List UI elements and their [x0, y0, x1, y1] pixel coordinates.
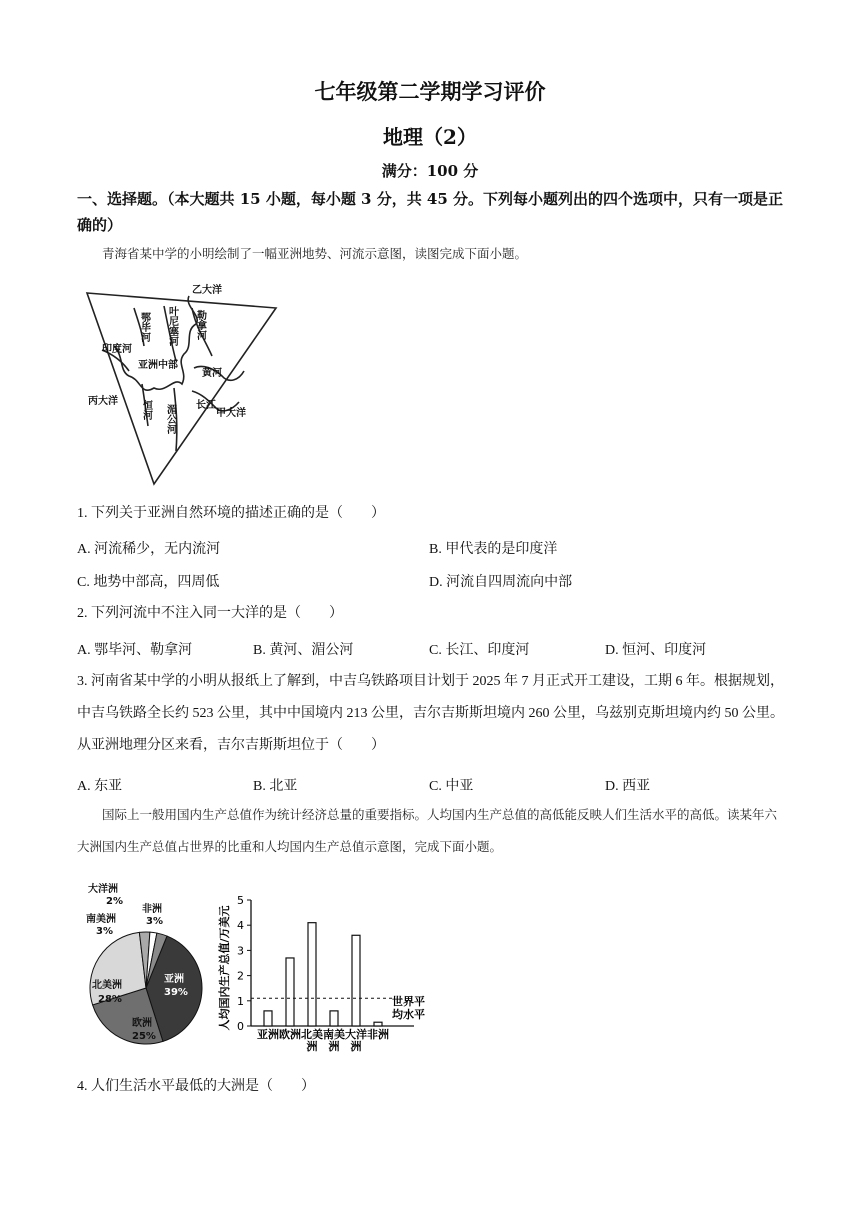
x-label-1-0: 欧洲	[279, 1028, 301, 1041]
pie-value-south-america: 3%	[96, 926, 113, 937]
label-ob: 鄂毕河	[138, 312, 150, 342]
bar-1	[286, 958, 294, 1026]
q2-option-d[interactable]: D. 恒河、印度河	[605, 643, 707, 658]
world-average-label-line1: 世界平	[392, 995, 425, 1008]
bar-4	[352, 935, 360, 1026]
q2-option-c[interactable]: C. 长江、印度河	[429, 643, 530, 658]
pie-value-oceania: 2%	[106, 896, 123, 907]
exam-subject: 地理（2）	[383, 125, 477, 149]
question-1-stem: 1. 下列关于亚洲自然环境的描述正确的是（ ）	[77, 506, 385, 521]
x-label-5-0: 非洲	[367, 1028, 389, 1041]
q1-option-a[interactable]: A. 河流稀少，无内流河	[77, 542, 221, 557]
pie-value-asia: 39%	[164, 987, 188, 998]
gdp-share-pie-chart	[84, 878, 214, 1058]
label-yellow: 黄河	[202, 368, 222, 379]
label-mekong: 湄公河	[164, 404, 176, 434]
q1-option-c[interactable]: C. 地势中部高，四周低	[77, 575, 220, 590]
pie-label-asia: 亚洲	[164, 974, 184, 985]
x-label-4-1: 洲	[350, 1040, 362, 1053]
question-2-stem: 2. 下列河流中不注入同一大洋的是（ ）	[77, 606, 343, 621]
q3-option-c[interactable]: C. 中亚	[429, 779, 474, 794]
q3-option-a[interactable]: A. 东亚	[77, 779, 123, 794]
label-lena: 勒拿河	[194, 310, 206, 340]
y-axis-label: 人均国内生产总值/万美元	[218, 905, 231, 1031]
section-heading: 一、选择题。（本大题共 15 小题，每小题 3 分，共 45 分。下列每小题列出的四个选项中，只有一项是正确的）	[77, 190, 784, 234]
exam-title: 七年级第二学期学习评价	[314, 79, 546, 104]
pie-value-north-america: 28%	[98, 994, 122, 1005]
y-tick-label-0: 0	[237, 1020, 244, 1033]
label-yangtze: 长江	[196, 400, 216, 411]
y-tick-label-2: 2	[237, 969, 244, 983]
q2-option-b[interactable]: B. 黄河、湄公河	[253, 643, 354, 658]
bar-0	[264, 1011, 272, 1026]
q1-option-b[interactable]: B. 甲代表的是印度洋	[429, 542, 558, 557]
pie-label-europe: 欧洲	[132, 1018, 152, 1029]
x-label-3-1: 洲	[328, 1040, 340, 1053]
x-label-3-0: 南美	[323, 1028, 345, 1041]
label-ocean-a: 甲大洋	[216, 408, 246, 419]
x-label-2-0: 北美	[301, 1028, 323, 1041]
y-tick-label-4: 4	[237, 919, 244, 933]
y-tick-label-5: 5	[237, 894, 244, 907]
bar-5	[374, 1022, 382, 1026]
pie-label-africa: 非洲	[142, 904, 162, 915]
label-ganges: 恒河	[140, 400, 152, 420]
pie-value-africa: 3%	[146, 916, 163, 927]
x-label-0-0: 亚洲	[257, 1028, 279, 1041]
question-4-stem: 4. 人们生活水平最低的大洲是（ ）	[77, 1079, 315, 1094]
label-yenisei: 叶尼塞河	[166, 306, 178, 346]
q3-option-b[interactable]: B. 北亚	[253, 779, 298, 794]
map-outline	[87, 293, 276, 484]
x-label-2-1: 洲	[306, 1040, 318, 1053]
bar-2	[308, 923, 316, 1026]
pie-label-oceania: 大洋洲	[88, 884, 118, 895]
label-ocean-c: 丙大洋	[88, 396, 118, 407]
label-center: 亚洲中部	[138, 360, 178, 371]
x-label-4-0: 大洋	[345, 1028, 367, 1041]
exam-score: 满分：100 分	[381, 162, 479, 180]
y-tick-label-3: 3	[237, 944, 244, 958]
pie-label-south-america: 南美洲	[86, 914, 116, 925]
q2-option-a[interactable]: A. 鄂毕河、勒拿河	[77, 643, 193, 658]
world-average-label-line2: 均水平	[392, 1008, 425, 1021]
q3-option-d[interactable]: D. 西亚	[605, 779, 651, 794]
pie-value-europe: 25%	[132, 1031, 156, 1042]
bar-3	[330, 1011, 338, 1026]
asia-sketch-map	[84, 276, 279, 492]
q1-option-d[interactable]: D. 河流自四周流向中部	[429, 575, 573, 590]
pie-label-north-america: 北美洲	[92, 980, 122, 991]
label-ocean-b: 乙大洋	[192, 285, 222, 296]
intro-paragraph-2: 国际上一般用国内生产总值作为统计经济总量的重要指标。人均国内生产总值的高低能反映人们生活水平的高低。读某年六大洲国内生产总值占世界的比重和人均国内生产总值示意图，完成下面小题。	[77, 807, 778, 854]
gdp-per-capita-bar-chart	[214, 878, 444, 1060]
label-indus: 印度河	[102, 344, 132, 355]
question-3-stem: 3. 河南省某中学的小明从报纸上了解到，中吉乌铁路项目计划于 2025 年 7 月正式开工建设，工期 6 年。根据规划，中吉乌铁路全长约 523 公里，其中中国境内 213 公里，吉尔吉斯斯坦境内 260 公里，乌兹别克斯坦境内约 50 公里。从亚洲地理分区来看，吉尔吉斯斯坦位于（ ）	[77, 674, 784, 753]
intro-paragraph-1: 青海省某中学的小明绘制了一幅亚洲地势、河流示意图，读图完成下面小题。	[102, 246, 528, 261]
y-tick-label-1: 1	[237, 994, 244, 1008]
